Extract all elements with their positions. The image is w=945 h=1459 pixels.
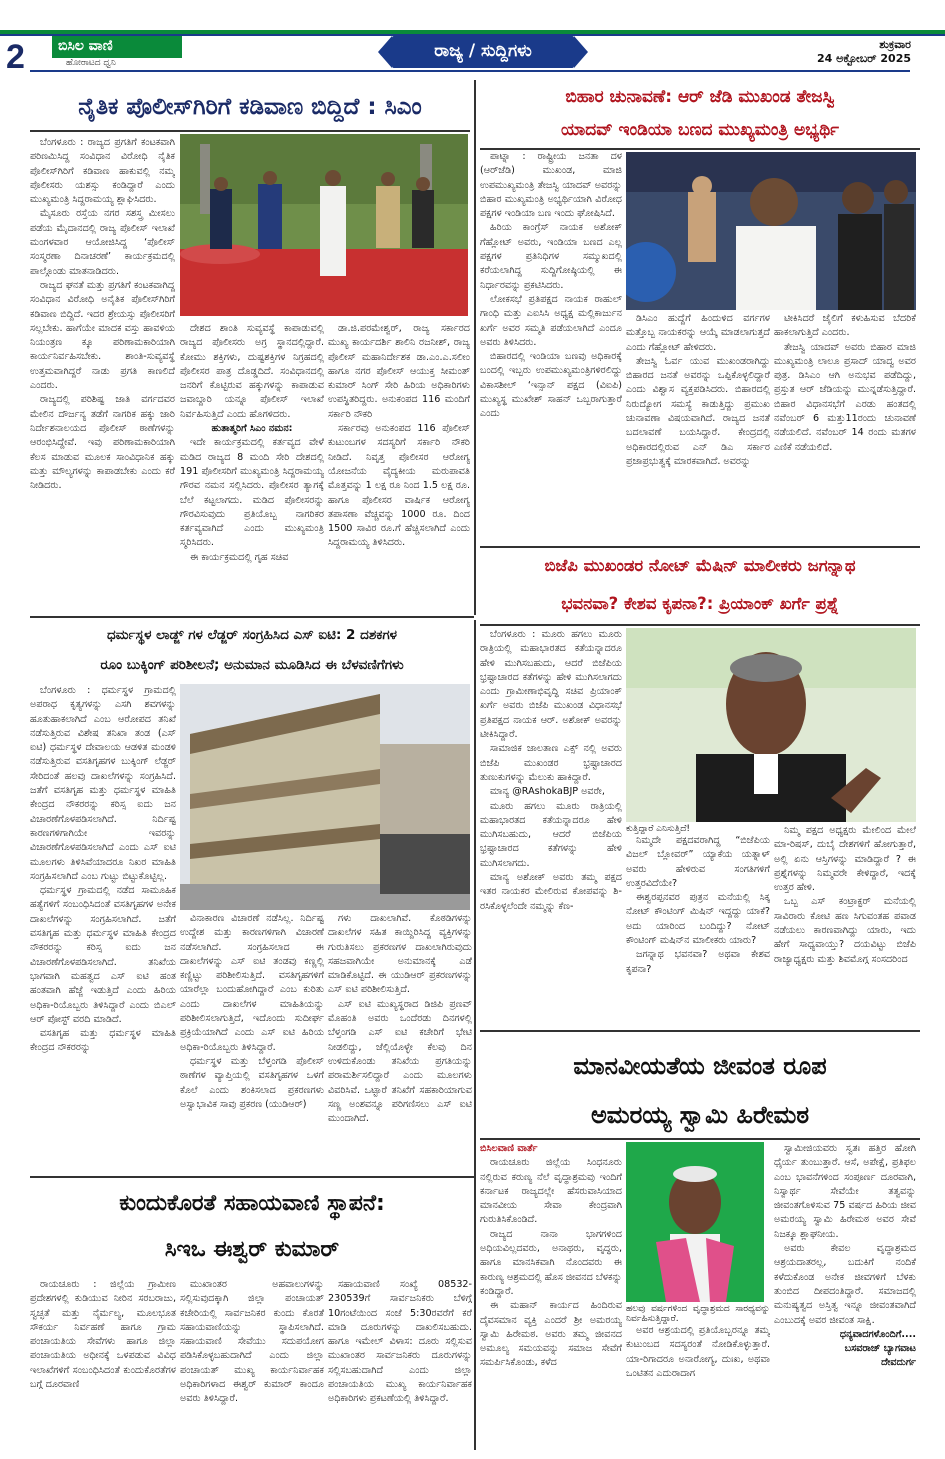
story1-headline: ನೈತಿಕ ಪೊಲೀಸ್‌ಗಿರಿಗೆ ಕಡಿವಾಣ ಬಿದ್ದಿದೆ : ಸಿಎಂ [78, 94, 422, 120]
story6-para: ಈ ಮಹಾನ್ ಕಾರ್ಯದ ಹಿಂದಿರುವ ದೈವಸಮಾನ ವ್ಯಕ್ತಿ ಎಂದರೆ ಶ್ರೀ ಅಮರಯ್ಯ ಸ್ವಾಮಿ ಹಿರೇಮಠ. ಅವರು ತಮ್ಮ ಜೀವನದ ಅಮೂಲ್ಯ ಸಮಯವನ್ನು ಸಮಾಜ ಸೇವೆಗೆ ಸಮರ್ಪಿಸಿಕೊಂಡು, ಕಳೆದ [480, 1300, 622, 1369]
story4-headline-line1: ಧರ್ಮಸ್ಥಳ ಲಾಡ್ಜ್ ಗಳ ಲೆಡ್ಜರ್ ಸಂಗ್ರಹಿಸಿದ ಎಸ್ ಐಟಿ: 2 ದಶಕಗಳ [107, 627, 397, 643]
story1-para: ಬೆಂಗಳೂರು : ರಾಜ್ಯದ ಪ್ರಗತಿಗೆ ಕಂಟಕವಾಗಿ ಪರಿಣಮಿಸಿದ್ದ ಸಂವಿಧಾನ ವಿರೋಧಿ ನೈತಿಕ ಪೊಲೀಸ್‌ಗಿರಿಗೆ ಕಡಿವಾಣ ಹಾಕುವಲ್ಲಿ ನಮ್ಮ ಪೊಲೀಸರು ಯಶಸ್ಸು ಕಂಡಿದ್ದಾರೆ ಎಂದು ಮುಖ್ಯಮಂತ್ರಿ ಸಿದ್ದರಾಮಯ್ಯ ಶ್ಲಾಘಿಸಿದರು. [30, 137, 175, 206]
story4-col3 [328, 912, 472, 1172]
story5-col1 [30, 1278, 176, 1450]
story4-para: ವಸತಿಗೃಹ ಮತ್ತು ಧರ್ಮಸ್ಥಳ ಮಾಹಿತಿ ಕೇಂದ್ರದ ನೌಕರರನ್ನು [30, 1028, 176, 1054]
story2-col2 [626, 312, 770, 542]
story1-col2 [180, 322, 324, 612]
story6-rule [480, 1138, 920, 1140]
story4-para: ಎಸ್ ಐಟಿ ಮುಖ್ಯಸ್ಥರಾದ ಡಿಜಿಪಿ ಪ್ರಣವ್ ಮೊಹಂತಿ ಅವರು ಒಂದೆರಡು ದಿನಗಳಲ್ಲಿ ಬೆಳ್ತಂಗಡಿ ಎಸ್ ಐಟಿ ಕಚೇರಿಗೆ ಭೇಟಿ ನೀಡಲಿದ್ದು, ಜೆಲ್ಲಿಯೊಳ್ಳೇ ಕೆಲವು ದಿನ ಉಳಿದುಕೊಂಡು ತನಿಖೆಯ ಪ್ರಗತಿಯನ್ನು ಪರಾಮರ್ಶಿಸಲಿದ್ದಾರೆ ಎಂದು ಮೂಲಗಳು ವಿವರಿಸಿವೆ. ಒಟ್ಟಾರೆ ತನಿಖೆಗೆ ಸಹಕಾರಿಯಾಗುವ ಸಣ್ಣ ಅಂಶವನ್ನೂ ಪರಿಗಣಿಸಲು ಎಸ್ ಐಟಿ ಮುಂದಾಗಿದೆ. [328, 998, 472, 1125]
story1-col3 [328, 322, 470, 612]
section-tab: ರಾಜ್ಯ / ಸುದ್ದಿಗಳು [392, 36, 574, 68]
story5-para: ಸಹಾಯವಾಣಿ ಸಂಖ್ಯೆ 08532-230539ಗೆ ಸಾರ್ವಜನಿಕರು ಬೆಳಿಗ್ಗೆ 10ಗಂಟೆಯಿಂದ ಸಂಜೆ 5:30ರವರೆಗೆ ಕರೆ ಮಾಡಿ ದೂರುಗಳನ್ನು ದಾಖಲಿಸಬಹುದು. ಹಾಗೂ ಇಮೇಲ್ ವಿಳಾಸ: ದೂರು ಸಲ್ಲಿಸುವ ಮುಖಾಂತರ ಸಾರ್ವಜನಿಕರು ದೂರುಗಳನ್ನು ಸಲ್ಲಿಸಬಹುದಾಗಿದೆ ಎಂದು ಜಿಲ್ಲಾ ಪಂಚಾಯತಿಯ ಮುಖ್ಯ ಕಾರ್ಯನಿರ್ವಾಹಕ ಅಧಿಕಾರಿಗಳು ಪ್ರಕಟಣೆಯಲ್ಲಿ ತಿಳಿಸಿದ್ದಾರೆ. [328, 1279, 472, 1405]
story3-photo-caption: ಕುತ್ತಿದ್ದಾರೆ ಎನಿಸುತ್ತಿದೆ! [626, 824, 690, 834]
story3-para: ಮೂರು ಹಗಲು ಮೂರು ರಾತ್ರಿಯಲ್ಲಿ ಮಹಾಭಾರತದ ಕತೆಯನ್ನಾದರೂ ಹೇಳಿ ಮುಗಿಸಬಹುದು, ಆದರೆ ಬಿಜೆಪಿಯ ಭ್ರಷ್ಟಾಚಾರದ ಕತೆಗಳನ್ನು ಹೇಳಿ ಮುಗಿಸಲಾಗದು. [480, 800, 622, 869]
story6-para: ಅವರು ಕೇವಲ ವೃದ್ಧಾಶ್ರಮದ ಆಶ್ರಯದಾತರಲ್ಲ, ಬದುಕಿಗೆ ನಂದಿಕೆ ಕಳೆದುಕೊಂಡ ಅನೇಕ ಜೀವಗಳಿಗೆ ಬೆಳಕು ತುಂಬಿದ ದೀಪದಂತಿದ್ದಾರೆ. ಸಮಾಜದಲ್ಲಿ ಮನುಷ್ಯತ್ವದ ಅಸ್ತಿತ್ವ ಇನ್ನೂ ಜೀವಂತವಾಗಿದೆ ಎಂಬುದಕ್ಕೆ ಅವರ ಜೀವಂತ ಸಾಕ್ಷಿ. [774, 1243, 916, 1326]
story6-col3 [774, 1142, 916, 1450]
dateline [817, 38, 911, 66]
story5-para: ಮುಖಾಂತರ ಅಹವಾಲುಗಳನ್ನು ಸಲ್ಲಿಸುವುದಕ್ಕಾಗಿ ಜಿಲ್ಲಾ ಪಂಚಾಯತ್ ಕಚೇರಿಯಲ್ಲಿ ಸಾರ್ವಜನಿಕರ ಕುಂದು ಕೊರತೆ ಸಹಾಯವಾಣಿಯನ್ನು ಸ್ಥಾಪಿಸಲಾಗಿದೆ. ಸಹಾಯವಾಣಿ ಸೇವೆಯು ಸದುಪಯೋಗ ಪಡಿಸಿಕೊಳ್ಳಬಹುದಾಗಿದೆ ಎಂದು ಜಿಲ್ಲಾ ಪಂಚಾಯತ್ ಮುಖ್ಯ ಕಾರ್ಯನಿರ್ವಾಹಕ ಅಧಿಕಾರಿಗಳಾದ ಈಶ್ವರ್ ಕುಮಾರ್ ಕಾಂದೂ ಅವರು ತಿಳಿಸಿದ್ದಾರೆ. [180, 1279, 324, 1405]
story3-headline-line1: ಬಿಜೆಪಿ ಮುಖಂಡರ ನೋಟ್ ಮೆಷಿನ್ ಮಾಲೀಕರು ಜಗನ್ನಾಥ [544, 556, 856, 575]
story2-headline-line1: ಬಿಹಾರ ಚುನಾವಣೆ: ಆರ್ ಜೆಡಿ ಮುಖಂಡ ತೇಜಸ್ವಿ [565, 87, 835, 107]
story6-photo [626, 1142, 764, 1302]
story3-col3 [774, 824, 916, 1026]
story1-para: ಡಾ.ಜಿ.ಪರಮೇಶ್ವರ್, ರಾಜ್ಯ ಸರ್ಕಾರದ ಮುಖ್ಯ ಕಾರ್ಯದರ್ಶಿ ಶಾಲಿನಿ ರಜನೀಶ್, ರಾಜ್ಯ ಪೊಲೀಸ್ ಮಹಾನಿರ್ದೇಶಕ ಡಾ.ಎಂ.ಎ.ಸಲೀಂ ಹಾಗೂ ನಗರ ಪೊಲೀಸ್ ಆಯುಕ್ತ ಸೀಮಂತ್ ಕುಮಾರ್ ಸಿಂಗ್ ಸೇರಿ ಹಿರಿಯ ಅಧಿಕಾರಿಗಳು ಉಪಸ್ಥಿತರಿದ್ದರು. ಅನುಕಂಪದ 116 ಮಂದಿಗೆ ಸರ್ಕಾರಿ ನೌಕರಿ [328, 323, 470, 420]
story3-col2 [626, 824, 770, 1026]
story3-para: ಒಬ್ಬ ಎಸ್ ಕಂಟ್ರಾಕ್ಟರ್ ಮನೆಯಲ್ಲಿ ಸಾವಿರಾರು ಕೋಟಿ ಹಣ ಸಿಗುವಂತಹ ಪವಾಡ ನಡೆಯಲು ಕಾರಣವಾಗಿದ್ದು ಯಾರು, ಇದು ಹೇಗೆ ಸಾಧ್ಯವಾಯ್ತು? ದಯವಿಟ್ಟು ಬಿಜೆಪಿ ರಾಜ್ಯಾಧ್ಯಕ್ಷರು ಮತ್ತು ಶಿವಮೊಗ್ಗ ಸಂಸದರಿಂದ [774, 896, 916, 965]
story2-col1 [480, 150, 622, 545]
story3-para: ಮಾನ್ಯ ಅಶೋಕ್ ಅವರು ತಮ್ಮ ಪಕ್ಷದ ಇತರ ನಾಯಕರ ಮೇಲಿರುವ ಕೋಪವನ್ನು ಶಿ-ರಸಿಕೊಳ್ಳಲೆಂದೇ ನಮ್ಮನ್ನು ಕೆಣ- [480, 872, 622, 912]
page-number: 2 [6, 38, 25, 76]
story3-para: ಜಗನ್ನಾಥ ಭವನವಾ? ಅಥವಾ ಕೇಶವ ಕೃಪನಾ? [626, 949, 770, 975]
story4-para: ಧರ್ಮಸ್ಥಳ ಮತ್ತು ಬೆಳ್ತಂಗಡಿ ಪೊಲೀಸ್ ಠಾಣೆಗಳ ವ್ಯಾಪ್ತಿಯಲ್ಲಿ ವಸತಿಗೃಹಗಳ ಒಳಗೆ ಕೊಲೆ ಎಂದು ಶಂಕಿಸಲಾದ ಪ್ರಕರಣಗಳು ಅಸ್ವಾಭಾವಿಕ ಸಾವು ಪ್ರಕರಣ (ಯುಡಿಆರ್) [180, 1055, 324, 1110]
story3-para: ಮಾನ್ಯ @RAshokaBJP ಅವರೇ, [490, 786, 605, 798]
story2-headline-line2: ಯಾದವ್ ಇಂಡಿಯಾ ಬಣದ ಮುಖ್ಯಮಂತ್ರಿ ಅಭ್ಯರ್ಥಿ [561, 120, 839, 140]
story6-col2 [626, 1304, 770, 1450]
story3-photo [626, 628, 916, 822]
story1-para: ರಾಜ್ಯದಲ್ಲಿ ಪರಿಶಿಷ್ಟ ಜಾತಿ ವರ್ಗದವರ ಮೇಲಿನ ದೌರ್ಜನ್ಯ ತಡೆಗೆ ನಾಗರಿಕ ಹಕ್ಕು ಜಾರಿ ನಿರ್ದೇಶನಾಲಯದ ಪೊಲೀಸ್ ಠಾಣೆಗಳನ್ನು ಆರಂಭಿಸಿದ್ದೇವೆ. ಇವು ಪರಿಣಾಮಕಾರಿಯಾಗಿ ಕೆಲಸ ಮಾಡುವ ಮೂಲಕ ಸಾಂವಿಧಾನಿಕ ಹಕ್ಕು ಮತ್ತು ಮೌಲ್ಯಗಳನ್ನು ಕಾಪಾಡಬೇಕು ಎಂದು ಕರೆ ನೀಡಿದರು. [30, 394, 175, 492]
story5-headline-line2: ಸಿಇಒ ಈಶ್ವರ್ ಕುಮಾರ್ [164, 1237, 340, 1262]
story4-col1 [30, 684, 176, 1172]
story4-headline-line2: ರೂಂ ಬುಕ್ಕಿಂಗ್ ಪರಿಶೀಲನೆ; ಅನುಮಾನ ಮೂಡಿಸಿದ ಈ ಬೆಳವಣಿಗೆಗಳು [100, 657, 404, 673]
date: 24 ಅಕ್ಟೋಬರ್ 2025 [816, 52, 911, 65]
story6-byline: ಬಿಸಿಲವಾಣಿ ವಾರ್ತೆ [480, 1143, 538, 1154]
story5-col2 [180, 1278, 324, 1450]
story6-col1 [480, 1142, 622, 1450]
story2-para: ಡಿಸಿಎಂ ಹುದ್ದೆಗೆ ಹಿಂದುಳಿದ ವರ್ಗಗಳ ಮತ್ತೊಬ್ಬ ನಾಯಕರನ್ನು ಆಯ್ಕೆ ಮಾಡಲಾಗುತ್ತದೆ ಎಂದು ಗೆಹ್ಲೋಟ್ ಹೇಳಿದರು. [626, 313, 770, 353]
story2-para: ಬಿಹಾರದಲ್ಲಿ ಇಂಡಿಯಾ ಬಣವು ಅಧಿಕಾರಕ್ಕೆ ಬಂದಲ್ಲಿ ಇಬ್ಬರು ಉಪಮುಖ್ಯಮಂತ್ರಿಗಳಿರಲಿದ್ದು ವಿಕಾಸಶೀಲ್ ‘ಇನ್ಸಾನ್ ಪಕ್ಷದ (ವಿಐಪಿ) ಮುಖ್ಯಸ್ಥ ಮುಖೇಶ್ ಸಾಹನ್ ಒಬ್ಬರಾಗುತ್ತಾರೆ ಎಂದು [480, 351, 622, 420]
story4-photo [180, 684, 470, 910]
story-divider [30, 616, 474, 618]
masthead [0, 0, 945, 76]
masthead-rule [30, 70, 910, 72]
story6-signature-place: ದೇವದುರ್ಗ [881, 1357, 916, 1369]
story-divider [30, 1176, 474, 1178]
story4-para: ಧರ್ಮಸ್ಥಳ ಗ್ರಾಮದಲ್ಲಿ ನಡೆದ ಸಾಮೂಹಿಕ ಹತ್ಯೆಗಳಿಗೆ ಸಂಬಂಧಿಸಿದಂತೆ ವಸತಿಗೃಹಗಳ ಅನೇಕ ದಾಖಲೆಗಳನ್ನು ಸಂಗ್ರಹಿಸಲಾಗಿದೆ. ಜತೆಗೆ ವಸತಿಗೃಹ ಮತ್ತು ಧರ್ಮಸ್ಥಳ ಮಾಹಿತಿ ಕೇಂದ್ರದ ನೌಕರರನ್ನು ಕರಿಸ್ಸ ಐದು ಜನ ವಿಚಾರಣೆಗೊಳಪಡಿಸಲಾಗಿದೆ. ತನಿಖೆಯ ಭಾಗವಾಗಿ ಮಹತ್ವದ ಎಸ್ ಐಟಿ ಹಂತ ಹಂತವಾಗಿ ಹೆಜ್ಜೆ ಇಡುತ್ತಿದೆ ಎಂದು ಹಿರಿಯ ಅಧಿಕಾ-ರಿಯೊಬ್ಬರು ತಿಳಿಸಿದ್ದಾರೆ ಎಂದು ಬಿಎಲ್ ಆರ್ ಪೋಸ್ಟ್ ವರದಿ ಮಾಡಿದೆ. [30, 885, 176, 1025]
story2-para: ಪಾಟ್ನಾ : ರಾಷ್ಟ್ರೀಯ ಜನತಾ ದಳ (ಆರ್‌ಜೆಡಿ) ಮುಖಂಡ, ಮಾಜಿ ಉಪಮುಖ್ಯಮಂತ್ರಿ ತೇಜಸ್ವಿ ಯಾದವ್ ಅವರನ್ನು ಬಿಹಾರ ಮುಖ್ಯಮಂತ್ರಿ ಅಭ್ಯರ್ಥಿಯಾಗಿ ವಿರೋಧ ಪಕ್ಷಗಳ ಇಂಡಿಯಾ ಬಣ ಇಂದು ಘೋಷಿಸಿದೆ. [480, 151, 622, 220]
story-divider [480, 546, 920, 548]
story4-col2 [180, 912, 324, 1172]
story2-para: ಟೀಕಿಸಿದರೆ ಜೈಲಿಗೆ ಕಳುಹಿಸುವ ಬೆದರಿಕೆ ಹಾಕಲಾಗುತ್ತಿದೆ ಎಂದರು. [774, 313, 916, 339]
story1-para: ಈ ಕಾರ್ಯಕ್ರಮದಲ್ಲಿ ಗೃಹ ಸಚಿವ [190, 551, 289, 563]
story6-para: ರಾಯಚೂರು ಜಿಲ್ಲೆಯ ಸಿಂಧನೂರು ನಲ್ಲಿರುವ ಕರುಣ್ಯ ನೆಲೆ ವೃದ್ಧಾಶ್ರಮವು ಇಂದಿಗೆ ಕರ್ನಾಟಕ ರಾಜ್ಯದಲ್ಲೇ ಹೆಸರುವಾಸಿಯಾದ ಮಾನವೀಯ ಸೇವಾ ಕೇಂದ್ರವಾಗಿ ಗುರುತಿಸಿಕೊಂಡಿದೆ. [480, 1157, 622, 1226]
story3-para: ಈಶ್ವರಪ್ಪನವರ ಪುತ್ರನ ಮನೆಯಲ್ಲಿ ಸಿಕ್ಕ ನೋಟ್ ಕೌಂಟಿಂಗ್ ಮಿಷಿನ್ ಇದ್ದದ್ದು ಯಾಕೆ? ಅದು ಯಾರಿಂದ ಬಂದಿದ್ದು? ನೋಟ್ ಕೌಂಟಿಂಗ್ ಮಷಿನ್‌ನ ಮಾಲೀಕರು ಯಾರು? [626, 892, 770, 947]
story6-para: ರಾಜ್ಯದ ನಾನಾ ಭಾಗಗಳಿಂದ ಅಧಿಯವಿಲ್ಲದವರು, ಅನಾಥರು, ವೃದ್ಧರು, ಹಾಗೂ ಮಾನಸಿಕವಾಗಿ ನೊಂದವರು ಈ ಕಾರುಣ್ಯ ಆಶ್ರಮದಲ್ಲಿ ಹೊಸ ಜೀವನದ ಬೆಳಕನ್ನು ಕಂಡಿದ್ದಾರೆ. [480, 1228, 622, 1297]
story2-para: ತೇಜಸ್ವಿ ಯಾದವ್ ಅವರು ಬಿಹಾರ ಮಾಜಿ ಮುಖ್ಯಮಂತ್ರಿ ಲಾಲೂ ಪ್ರಸಾದ್ ಯಾದ್ವ ಅವರ ಪುತ್ರ. ಡಿಸಿಎಂ ಆಗಿ ಅನುಭವ ಪಡೆದಿದ್ದು, ಪ್ರಸ್ತುತ ಆರ್ ಜೆಡಿಯನ್ನು ಮುನ್ನಡೆಸುತ್ತಿದ್ದಾರೆ. ಬಿಹಾರ ವಿಧಾನಸಭೆಗೆ ಎರಡು ಹಂತದಲ್ಲಿ ನವೆಂಬರ್ 6 ಮತ್ತು11ರಂದು ಚುನಾವಣೆ ನಡೆಯಲಿದೆ. ನವೆಂಬರ್ 14 ರಂದು ಮತಗಳ ಎಣಿಕೆ ನಡೆಯಲಿದೆ. [774, 341, 916, 453]
story6-para: ಸ್ವಾಮೀಜಿಯವರು ಸ್ವತಃ ಹತ್ತಿರ ಹೋಗಿ ಧೈರ್ಯ ತುಂಬುತ್ತಾರೆ. ಆಸೆ, ಅಪೇಕ್ಷೆ, ಪ್ರತಿಫಲ ಎಂಬ ಭಾವನೆಗಳಿಂದ ಸಂಪೂರ್ಣ ದೂರವಾಗಿ, ನಿಸ್ವಾರ್ಥ ಸೇವೆಯೇ ತತ್ವವನ್ನು ಜೀವಂತಗೊಳಿಸುವ 75 ವರ್ಷದ ಹಿರಿಯ ಜೀವ ಅಮರಯ್ಯ ಸ್ವಾಮಿ ಹಿರೇಮಠ ಅವರ ಸೇವೆ ನಿಜಕ್ಕೂ ಶ್ಲಾಘನೀಯ. [774, 1143, 916, 1240]
story1-col1 [30, 136, 175, 611]
story2-col3 [774, 312, 916, 542]
story1-para: ರಾಜ್ಯದ ಘನತೆ ಮತ್ತು ಪ್ರಗತಿಗೆ ಕಂಟಕವಾಗಿದ್ದ ಸಂವಿಧಾನ ವಿರೋಧಿ ಅನೈತಿಕ ಪೊಲೀಸ್‌ಗಿರಿಗೆ ಕಡಿವಾಣ ಬಿದ್ದಿದೆ. ಇದರ ಶ್ರೇಯಸ್ಸು ಪೊಲೀಸರಿಗೆ ಸಲ್ಲಬೇಕು. ಹಾಗೆಯೇ ಮಾದಕ ವಸ್ತು ಹಾವಳಿಯ ನಿಯಂತ್ರಣ ಕ್ಕೂ ಪರಿಣಾಮಕಾರಿಯಾಗಿ ಕಾರ್ಯನಿರ್ವಹಿಸಬೇಕು. ಶಾಂತಿ-ಸುವ್ಯವಸ್ಥೆ ಉತ್ತಮವಾಗಿದ್ದರೆ ನಾಡು ಪ್ರಗತಿ ಕಾಣಲಿದೆ ಎಂದರು. [30, 279, 175, 392]
story3-col1 [480, 628, 622, 1026]
story2-para: ಹಿರಿಯ ಕಾಂಗ್ರೆಸ್ ನಾಯಕ ಅಶೋಕ್ ಗೆಹ್ಲೋಟ್ ಅವರು, ಇಂಡಿಯಾ ಬಣದ ಎಲ್ಲ ಪಕ್ಷಗಳ ಪ್ರತಿನಿಧಿಗಳ ಸಮ್ಮುಖದಲ್ಲಿ ಕರೆಯಲಾಗಿದ್ದ ಸುದ್ದಿಗೋಷ್ಠಿಯಲ್ಲಿ ಈ ನಿರ್ಧಾರವನ್ನು ಪ್ರಕಟಿಸಿದರು. [480, 222, 622, 291]
story1-para: ದೇಶದ ಶಾಂತಿ ಸುವ್ಯವಸ್ಥೆ ಕಾಪಾಡುವಲ್ಲಿ ರಾಜ್ಯದ ಪೊಲೀಸರು ಅಗ್ರ ಸ್ಥಾನದಲ್ಲಿದ್ದಾರೆ. ಕೋಮು ಶಕ್ತಿಗಳು, ದುಷ್ಟಶಕ್ತಿಗಳ ನಿಗ್ರಹದಲ್ಲಿ ಪೊಲೀಸರ ಪಾತ್ರ ದೊಡ್ಡದಿದೆ. ಸಂವಿಧಾನದಲ್ಲಿ ಜನರಿಗೆ ಕೊಟ್ಟಿರುವ ಹಕ್ಕುಗಳನ್ನು ಕಾಪಾಡುವ ಜವಾಬ್ದಾರಿ ಯನ್ನೂ ಪೊಲೀಸ್ ಇಲಾಖೆ ನಿರ್ವಹಿಸುತ್ತಿದೆ ಎಂದು ಹೊಗಳಿದರು. [180, 323, 324, 420]
story3-para: ನಿಮ್ಮದೇ ಪಕ್ಷದವರಾಗಿದ್ದ “ಬಿಜೆಪಿಯ ವಿಜಲ್ ಬ್ಲೋವರ್” ಯ್ಯಾಕೆಯ ಯತ್ನಾಳ್ ಅವರು ಹೇಳಿರುವ ಸಂಗತಿಗಳಿಗೆ ಉತ್ತರವಿದೆಯೇ? [626, 835, 770, 889]
story2-para: ಲೋಕಸಭೆ ಪ್ರತಿಪಕ್ಷದ ನಾಯಕ ರಾಹುಲ್ ಗಾಂಧಿ ಮತ್ತು ಎಐಸಿಸಿ ಅಧ್ಯಕ್ಷ ಮಲ್ಲಿಕಾರ್ಜುನ ಖರ್ಗೆ ಅವರ ಸಮ್ಮತಿ ಪಡೆಯಲಾಗಿದೆ ಎಂದೂ ಅವರು ತಿಳಿಸಿದರು. [480, 293, 622, 348]
story6-thanks: ಧನ್ಯವಾದಗಳೊಂದಿಗೆ.... [839, 1328, 916, 1340]
story3-headline-line2: ಭವನವಾ? ಕೇಶವ ಕೃಪನಾ?: ಪ್ರಿಯಾಂಕ್ ಖರ್ಗೆ ಪ್ರಶ್ನೆ [561, 594, 839, 613]
story1-rule [30, 130, 470, 132]
story1-para: ಮೈಸೂರು ರಸ್ತೆಯ ನಗರ ಸಶಸ್ತ್ರ ಮೀಸಲು ಪಡೆಯ ಮೈದಾನದಲ್ಲಿ ರಾಜ್ಯ ಪೊಲೀಸ್ ಇಲಾಖೆ ಮಂಗಳವಾರ ಆಯೋಜಿಸಿದ್ದ ‘ಪೊಲೀಸ್ ಸಂಸ್ಮರಣಾ ದಿನಾಚರಣೆ’ ಕಾರ್ಯಕ್ರಮದಲ್ಲಿ ಪಾಲ್ಗೊಂಡು ಮಾತನಾಡಿದರು. [30, 208, 175, 277]
story3-para: ಸಾಮಾಜಿಕ ಜಾಲತಾಣ ಎಕ್ಸ್ ನಲ್ಲಿ ಅವರು ಬಿಜೆಪಿ ಮುಖಂಡರ ಭ್ರಷ್ಟಾಚಾರದ ತುಣುಕುಗಳನ್ನು ಮೆಲುಕು ಹಾಕಿದ್ದಾರೆ. [480, 743, 622, 783]
story6-para: ಅವರ ಆಶ್ರಯದಲ್ಲಿ ಪ್ರತಿಯೊಬ್ಬರನ್ನೂ ತಮ್ಮ ಕುಟುಂಬದ ಸದಸ್ಯರಂತೆ ನೋಡಿಕೊಳ್ಳುತ್ತಾರೆ. ಯಾ-ರಿಗಾದರೂ ಅನಾರೋಗ್ಯ, ದುಃಖ, ಅಥವಾ ಒಂಟಿತನ ಎದುರಾದಾಗ [626, 1325, 770, 1379]
story4-para: ಬೆಂಗಳೂರು : ಧರ್ಮಸ್ಥಳ ಗ್ರಾಮದಲ್ಲಿ ಅಪರಾಧ ಕೃತ್ಯಗಳನ್ನು ಎಸಗಿ ಶವಗಳನ್ನು ಹೂತುಹಾಕಲಾಗಿದೆ ಎಂಬ ಆರೋಪದ ತನಿಖೆ ನಡೆಸುತ್ತಿರುವ ವಿಶೇಷ ತನಿಖಾ ತಂಡ (ಎಸ್ ಐಟಿ) ಧರ್ಮಸ್ಥಳ ದೇವಾಲಯ ಆಡಳಿತ ಮಂಡಳಿ ನಡೆಸುತ್ತಿರುವ ವಸತಿಗೃಹಗಳ ಬುಕ್ಕಿಂಗ್ ಲೆಡ್ಜರ್ ಸೇರಿದಂತೆ ಹಲವು ದಾಖಲೆಗಳನ್ನು ಸಂಗ್ರಹಿಸಿದೆ. ಜತೆಗೆ ವಸತಿಗೃಹ ಮತ್ತು ಧರ್ಮಸ್ಥಳ ಮಾಹಿತಿ ಕೇಂದ್ರದ ನೌಕರರನ್ನು ಕರಿಸ್ಸ ಐದು ಜನ ವಿಚಾರಣೆಗೊಳಪಡಿಸಲಾಗಿದೆ. ನಿರ್ದಿಷ್ಟ ಕಾರಣಗಳಿಗಾಗಿಯೇ ಇವರನ್ನು ವಿಚಾರಣೆಗೊಳಪಡಿಸಲಾಗಿದೆ ಎಂದು ಎಸ್ ಐಟಿ ಮೂಲಗಳು ತಿಳಿಸಿವೆಯಾದರೂ ನಿಖರ ಮಾಹಿತಿ ಸಂಗ್ರಹಿಸಲಾಗಿದೆ ಎಂಬ ಗುಟ್ಟು ಬಿಟ್ಟುಕೊಟ್ಟಿಲ್ಲ. [30, 685, 176, 882]
story5-headline-line1: ಕುಂದುಕೊರತೆ ಸಹಾಯವಾಣಿ ಸ್ಥಾಪನೆ: [119, 1191, 385, 1216]
story3-rule [480, 624, 920, 626]
story5-para: ರಾಯಚೂರು : ಜಿಲ್ಲೆಯ ಗ್ರಾಮೀಣ ಪ್ರದೇಶಗಳಲ್ಲಿ ಕುಡಿಯುವ ನೀರಿನ ಸರಬರಾಜು, ಸ್ವಚ್ಛತೆ ಮತ್ತು ನೈರ್ಮಲ್ಯ, ಮೂಲಭೂತ ಸೌಕರ್ಯ ನಿರ್ವಹಣೆ ಹಾಗೂ ಗ್ರಾಮ ಪಂಚಾಯತಿಯ ಸೇವೆಗಳು ಹಾಗೂ ಜಿಲ್ಲಾ ಪಂಚಾಯತಿಯ ಅಧೀನಕ್ಕೆ ಒಳಪಡುವ ವಿವಿಧ ಇಲಾಖೆಗಳಿಗೆ ಸಂಬಂಧಿಸಿದಂತೆ ಕುಂದುಕೊರತೆಗಳ ಬಗ್ಗೆ ದೂರವಾಣಿ [30, 1279, 176, 1391]
story5-col3 [328, 1278, 472, 1450]
story2-para: ತೇಜಸ್ವಿ ಓರ್ವ ಯುವ ಮುಖಂಡರಾಗಿದ್ದು ಬಿಹಾರದ ಜನತೆ ಅವರನ್ನು ಒಪ್ಪಿಕೊಳ್ಳಲಿದ್ದಾರೆ ಎಂದು ವಿಶ್ವಾಸ ವ್ಯಕ್ತಪಡಿಸಿದರು. ಬಿಹಾರದಲ್ಲಿ ನಿರುದ್ಯೋಗ ಸಮಸ್ಯೆ ಕಾಡುತ್ತಿದ್ದು ಪ್ರಮುಖ ಚುನಾವಣಾ ವಿಷಯವಾಗಿದೆ. ರಾಜ್ಯದ ಜನತೆ ಬದಲಾವಣೆ ಬಯಸಿದ್ದಾರೆ. ಕೇಂದ್ರದಲ್ಲಿ ಅಧಿಕಾರದಲ್ಲಿರುವ ಎನ್ ಡಿಎ ಸರ್ಕಾರ ಪ್ರಜಾಪ್ರಭುತ್ವಕ್ಕೆ ಮಾರಕವಾಗಿದೆ. ಅವರನ್ನು [626, 355, 770, 467]
story2-photo [626, 152, 916, 310]
column-rule [474, 80, 476, 615]
story-divider [480, 1030, 920, 1032]
story6-signature-name: ಬಸವರಾಜ್ ಬ್ಯಾಗವಾಟ [844, 1343, 916, 1355]
column-rule [474, 620, 476, 1450]
story4-para: ವಿನಾಕಾರಣ ವಿಚಾರಣೆ ನಡೆಸಿಲ್ಲ. ನಿರ್ದಿಷ್ಟ ಉದ್ದೇಶ ಮತ್ತು ಕಾರಣಗಳಿಗಾಗಿ ವಿಚಾರಣೆ ನಡೆಸಲಾಗಿದೆ. ಸಂಗ್ರಹಿಸಲಾದ ಈ ದಾಖಲೆಗಳನ್ನು ಎಸ್ ಐಟಿ ತಂಡವು ಕಣ್ಣಲ್ಲಿ ಕಣ್ಣಿಟ್ಟು ಪರಿಶೀಲಿಸುತ್ತಿದೆ. ವಸತಿಗೃಹಗಳಿಗೆ ಯಾರೆಲ್ಲಾ ಬಂದುಹೋಗಿದ್ದಾರೆ ಎಂಬ ಕುರಿತು ಎಂದು ದಾಖಲೆಗಳ ಮಾಹಿತಿಯನ್ನು ಪರಿಶೀಲಿಸಲಾಗುತ್ತಿದೆ, ಇದೊಂದು ಸುದೀರ್ಘ ಪ್ರಕ್ರಿಯೆಯಾಗಿದೆ ಎಂದು ಎಸ್ ಐಟಿ ಹಿರಿಯ ಅಧಿಕಾ-ರಿಯೊಬ್ಬರು ತಿಳಿಸಿದ್ದಾರೆ. [180, 913, 324, 1053]
story1-para: ಇದೇ ಕಾರ್ಯಕ್ರಮದಲ್ಲಿ ಕರ್ತವ್ಯದ ವೇಳೆ ಮಡಿದ ರಾಜ್ಯದ 8 ಮಂದಿ ಸೇರಿ ದೇಶದಲ್ಲಿ 191 ಪೊಲೀಸರಿಗೆ ಮುಖ್ಯಮಂತ್ರಿ ಸಿದ್ದರಾಮಯ್ಯ ಗೌರವ ನಮನ ಸಲ್ಲಿಸಿದರು. ಪೊಲೀಸರ ತ್ಯಾಗಕ್ಕೆ ಬೆಲೆ ಕಟ್ಟಲಾಗದು. ಮಡಿದ ಪೊಲೀಸರನ್ನು ಗೌರವಿಸುವುದು ಪ್ರತಿಯೊಬ್ಬ ನಾಗರಿಕರ ಕರ್ತವ್ಯವಾಗಿದೆ ಎಂದು ಮುಖ್ಯಮಂತ್ರಿ ಸ್ಮರಿಸಿದರು. [180, 437, 324, 549]
brand-tagline: ಹೋರಾಟದ ಧ್ವನಿ [66, 58, 116, 68]
story1-photo [180, 134, 468, 316]
story6-headline-line2: ಅಮರಯ್ಯ ಸ್ವಾಮಿ ಹಿರೇಮಠ [590, 1101, 810, 1129]
story6-photo-caption: ಹಲವು ವರ್ಷಗಳಿಂದ ವೃದ್ಧಾಶ್ರಮದ ಸಾರಥ್ಯವನ್ನು ನಿರ್ವಹಿಸುತ್ತಿದ್ದಾರೆ. [626, 1304, 770, 1324]
story3-para: ಬೆಂಗಳೂರು : ಮೂರು ಹಗಲು ಮೂರು ರಾತ್ರಿಯಲ್ಲಿ ಮಹಾಭಾರತದ ಕತೆಯನ್ನಾದರೂ ಹೇಳಿ ಮುಗಿಸಬಹುದು, ಆದರೆ ಬಿಜೆಪಿಯ ಭ್ರಷ್ಟಾಚಾರದ ಕತೆಗಳನ್ನು ಹೇಳಿ ಮುಗಿಸಲಾಗದು ಎಂದು ಗ್ರಾಮೀಣಾಭಿವೃದ್ಧಿ ಸಚಿವ ಪ್ರಿಯಾಂಕ್ ಖರ್ಗೆ ಅವರು ಬಿಜೆಪಿ ಮುಖಂಡ ವಿಧಾನಸಭೆ ಪ್ರತಿಪಕ್ಷದ ನಾಯಕ ಆರ್. ಅಶೋಕ್ ಅವರನ್ನು ಟೀಕಿಸಿದ್ದಾರೆ. [480, 629, 622, 741]
story1-subhead: ಹುತಾತ್ಮರಿಗೆ ಸಿಎಂ ನಮನ: [211, 423, 293, 435]
story1-para: ಸರ್ಕಾರವು ಅನುಕಂಪದ 116 ಪೊಲೀಸ್ ಕುಟುಂಬಗಳ ಸದಸ್ಯರಿಗೆ ಸರ್ಕಾರಿ ನೌಕರಿ ನೀಡಿದೆ. ನಿವೃತ್ತ ಪೊಲೀಸರ ಆರೋಗ್ಯ ಯೋಜನೆಯ ವೈದ್ಯಕೀಯ ಮರುಪಾವತಿ ಮೊತ್ತವನ್ನು 1 ಲಕ್ಷ ರೂ ನಿಂದ 1.5 ಲಕ್ಷ ರೂ. ಹಾಗೂ ಪೊಲೀಸರ ವಾರ್ಷಿಕ ಆರೋಗ್ಯ ತಪಾಸಣಾ ವೆಚ್ಚವನ್ನು 1000 ರೂ. ದಿಂದ 1500 ಸಾವಿರ ರೂ.ಗೆ ಹೆಚ್ಚಿಸಲಾಗಿದೆ ಎಂದು ಸಿದ್ದರಾಮಯ್ಯ ತಿಳಿಸಿದರು. [328, 423, 470, 549]
story3-para: ನಿಮ್ಮ ಪಕ್ಷದ ಅಧ್ಯಕ್ಷರು ಮೇಲಿಂದ ಮೇಲೆ ಮಾ-ರಿಷಸ್, ದುಬೈ ದೇಶಗಳಿಗೆ ಹೋಗುತ್ತಾರೆ, ಅಲ್ಲಿ ಏನು ಆಸ್ತಿಗಳನ್ನು ಮಾಡಿದ್ದಾರೆ ? ಈ ಪ್ರಶ್ನೆಗಳನ್ನು ನಿಮ್ಮವರೇ ಕೇಳಿದ್ದಾರೆ, ಇದಕ್ಕೆ ಉತ್ತರ ಹೇಳಿ. [774, 825, 916, 894]
story6-headline-line1: ಮಾನವೀಯತೆಯ ಜೀವಂತ ರೂಪ [573, 1052, 827, 1080]
newspaper-brand: ಬಿಸಿಲ ವಾಣಿ [52, 36, 182, 58]
story4-para: ಗಳು ದಾಖಲಾಗಿವೆ. ಕೊಠಡಿಗಳನ್ನು ದಾಖಲೆಗಳ ಸಹಿತ ಕಾಯ್ದಿರಿಸಿದ್ದ ವ್ಯಕ್ತಿಗಳನ್ನು ಗುರುತಿಸಲು ಪ್ರಕರಣಗಳ ದಾಖಲಾಗಿರುವುದು ಸಹಜವಾಗಿಯೇ ಅನುಮಾನಕ್ಕೆ ಎಡೆ ಮಾಡಿಕೊಟ್ಟಿದೆ. ಈ ಯುಡಿಆರ್ ಪ್ರಕರಣಗಳನ್ನು ಎಸ್ ಐಟಿ ಪರಿಶೀಲಿಸುತ್ತಿದೆ. [328, 913, 472, 996]
day: ಶುಕ್ರವಾರ [879, 38, 911, 51]
